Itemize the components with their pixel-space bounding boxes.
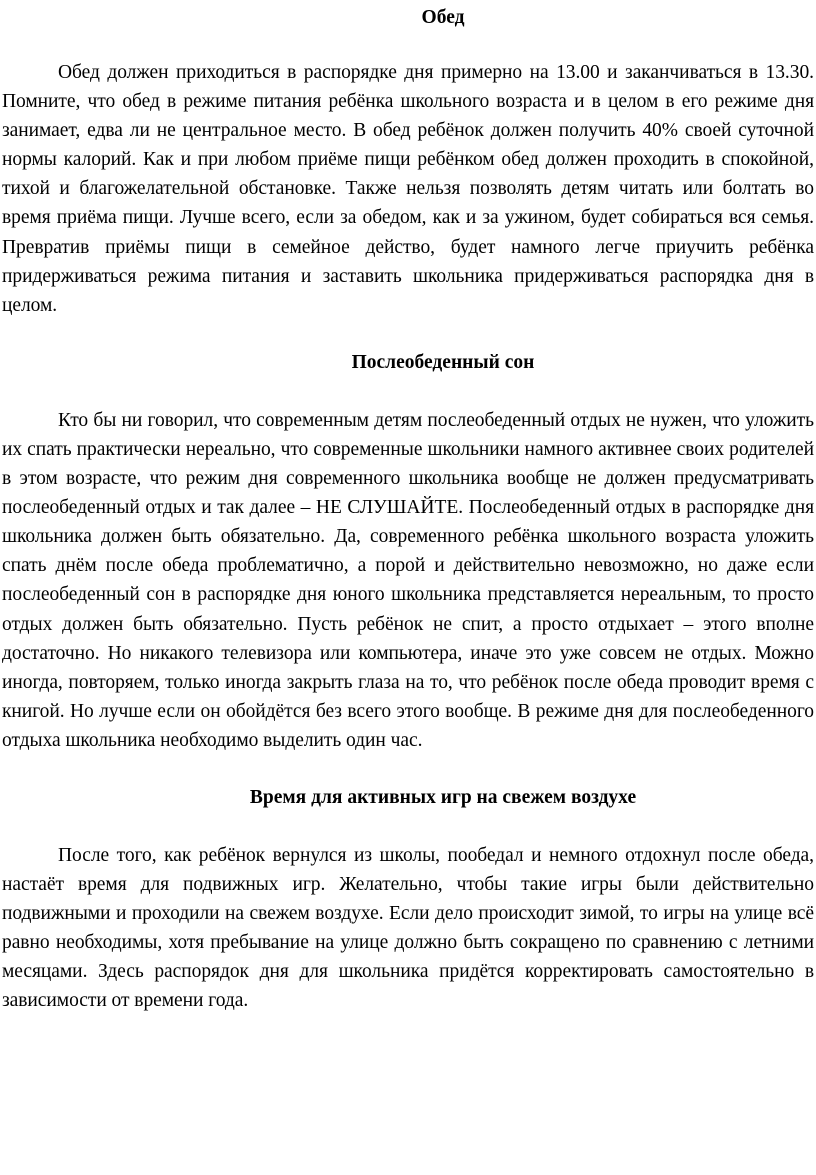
section-heading-outdoor-games: Время для активных игр на свежем воздухе — [249, 786, 637, 808]
section-paragraph-nap: Кто бы ни говорил, что современным детям послеобеденный отдых не нужен, что уложить их спать практически нереально, что современные школьники намного активнее своих родителей в этом возрасте, что режим дня современного школьника вообще не должен предусматривать послеобеденный отдых и так далее – НЕ СЛУШАЙТЕ. Послеобеденный отдых в распорядке дня школьника должен быть обязательно. Да, современного ребёнка школьного возраста уложить спать днём после обеда проблематично, а порой и действительно невозможно, но даже если послеобеденный сон в распорядке дня юного школьника представляется нереальным, то просто отдых должен быть обязательно. Пусть ребёнок не спит, а просто отдыхает – этого вполне достаточно. Но никакого телевизора или компьютера, иначе это уже совсем не отдых. Можно иногда, повторяем, только иногда закрыть глаза на то, что ребёнок после обеда проводит время с книгой. Но лучше если он обойдётся без всего этого вообще. В режиме дня для послеобеденного отдыха школьника необходимо выделить один час. — [2, 409, 814, 751]
section-heading-lunch: Обед — [421, 7, 465, 28]
section-paragraph-lunch: Обед должен приходиться в распорядке дня примерно на 13.00 и заканчиваться в 13.30. Помните, что обед в режиме питания ребёнка школьного возраста и в целом в его режиме дня занимает, едва ли не центральное место. В обед ребёнок должен получить 40% своей суточной нормы калорий. Как и при любом приёме пищи ребёнком обед должен проходить в спокойной, тихой и благожелательной обстановке. Также нельзя позволять детям читать или болтать во время приёма пищи. Лучше всего, если за обедом, как и за ужином, будет собираться вся семья. Превратив приёмы пищи в семейное действо, будет намного легче приучить ребёнка придерживаться режима питания и заставить школьника придерживаться распорядка дня в целом. — [2, 62, 814, 316]
section-heading-nap: Послеобеденный сон — [351, 351, 535, 373]
section-paragraph-outdoor-games: После того, как ребёнок вернулся из школы, пообедал и немного отдохнул после обеда, настаёт время для подвижных игр. Желательно, чтобы такие игры были действительно подвижными и проходили на свежем воздухе. Если дело происходит зимой, то игры на улице всё равно необходимы, хотя пребывание на улице должно быть сокращено по сравнению с летними месяцами. Здесь распорядок дня для школьника придётся корректировать самостоятельно в зависимости от времени года. — [2, 844, 814, 1012]
